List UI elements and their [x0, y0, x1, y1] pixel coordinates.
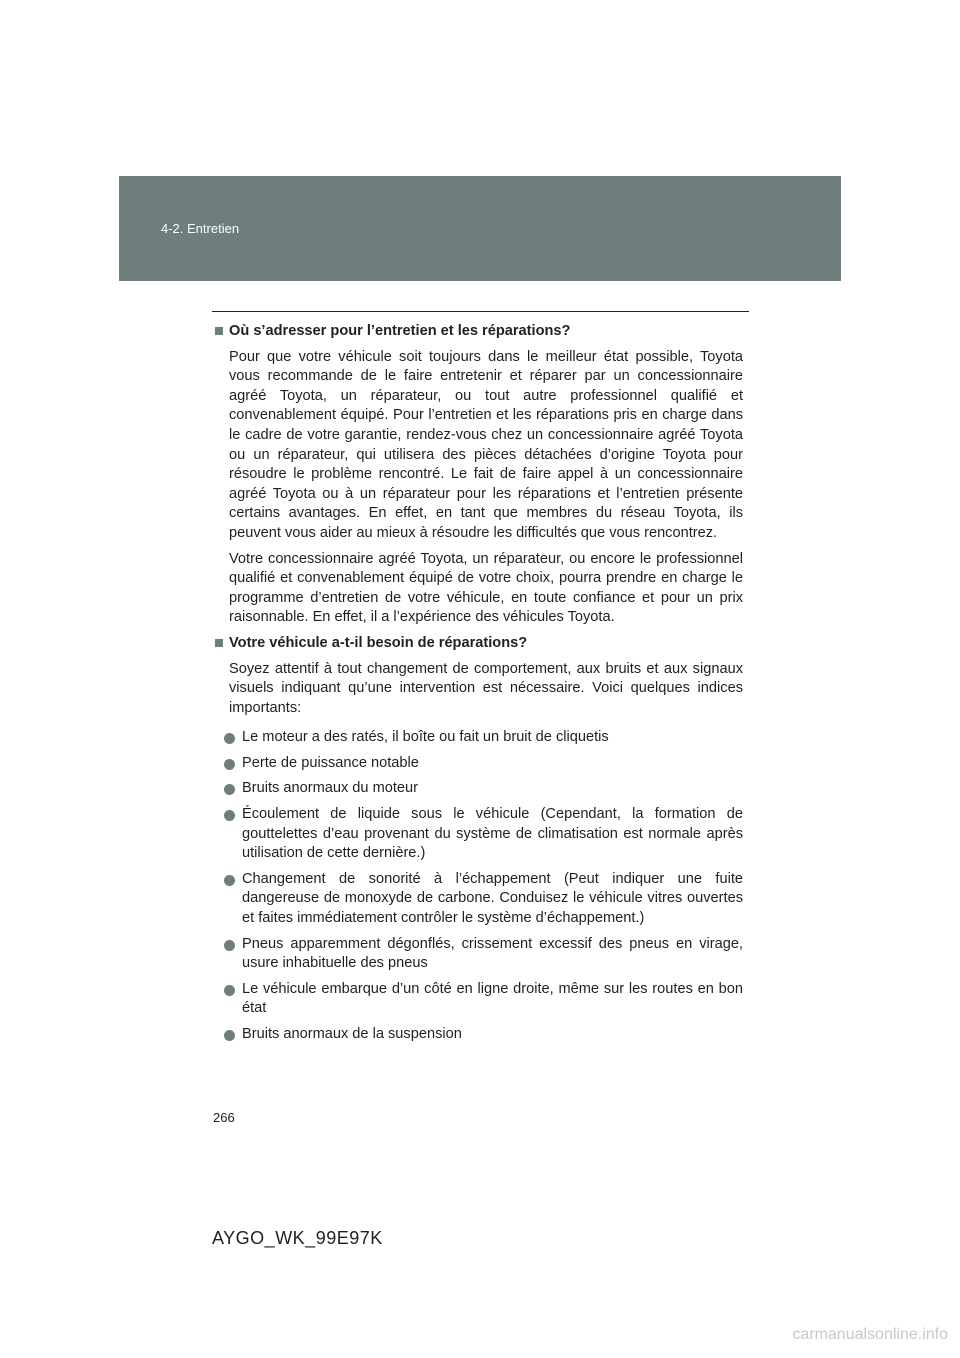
page-number: 266	[213, 1110, 235, 1125]
list-item: Perte de puissance notable	[212, 754, 743, 774]
list-item: Pneus apparemment dégonflés, crissement excessif des pneus en virage, usure inhabituelle des pneus	[212, 935, 743, 974]
circle-bullet-icon	[224, 784, 235, 795]
heading-text: Où s’adresser pour l’entretien et les réparations?	[229, 323, 571, 339]
list-item: Bruits anormaux de la suspension	[212, 1025, 743, 1045]
watermark: carmanualsonline.info	[792, 1326, 948, 1343]
circle-bullet-icon	[224, 985, 235, 996]
list-item: Écoulement de liquide sous le véhicule (Cependant, la formation de gouttelettes d’eau provenant du système de climatisation est normale après utilisation de cette dernière.)	[212, 805, 743, 864]
circle-bullet-icon	[224, 810, 235, 821]
heading-text: Votre véhicule a-t-il besoin de réparations?	[229, 634, 528, 651]
top-divider	[212, 311, 749, 312]
header-band	[119, 176, 841, 281]
circle-bullet-icon	[224, 733, 235, 744]
section-label: 4-2. Entretien	[161, 221, 240, 236]
list-item: Bruits anormaux du moteur	[212, 779, 743, 799]
circle-bullet-icon	[224, 875, 235, 886]
document-code: AYGO_WK_99E97K	[212, 1228, 383, 1248]
paragraph: Soyez attentif à tout changement de comportement, aux bruits et aux signaux visuels indiquant qu’une intervention est nécessaire. Voici quelques indices importants:	[229, 660, 743, 716]
circle-bullet-icon	[224, 940, 235, 951]
square-bullet-icon	[215, 639, 223, 647]
list-item: Le véhicule embarque d’un côté en ligne droite, même sur les routes en bon état	[212, 980, 743, 1019]
square-bullet-icon	[215, 327, 223, 335]
list-item: Le moteur a des ratés, il boîte ou fait un bruit de cliquetis	[212, 728, 743, 748]
circle-bullet-icon	[224, 1030, 235, 1041]
paragraph: Pour que votre véhicule soit toujours dans le meilleur état possible, Toyota vous recommande de le faire entretenir et réparer par un concessionnaire agréé Toyota, un réparateur, ou tout autre professionnel qualifié et convenablement équipé. Pour l’entretien et les réparations pris en charge dans le cadre de votre garantie, rendez-vous chez un concessionnaire agréé Toyota ou un réparateur, qui utilisera des pièces détachées d’origine Toyota pour résoudre le problème rencontré. Le fait de faire appel à un concessionnaire agréé Toyota ou à un réparateur pour les réparations et l’entretien présente certains avantages. En effet, en tant que membres du réseau Toyota, ils peuvent vous aider au mieux à résoudre les difficultés que vous rencontrez.	[229, 348, 743, 541]
circle-bullet-icon	[224, 759, 235, 770]
paragraph: Votre concessionnaire agréé Toyota, un réparateur, ou encore le professionnel qualifié et convenablement équipé de votre choix, pourra prendre en charge le programme d’entretien de votre véhicule, en toute confiance et pour un prix raisonnable. En effet, il a l’expérience des véhicules Toyota.	[229, 550, 743, 626]
section-heading	[212, 634, 743, 654]
section-heading	[212, 322, 743, 342]
list-item: Changement de sonorité à l’échappement (Peut indiquer une fuite dangereuse de monoxyde de carbone. Conduisez le véhicule vitres ouvertes et faites immédiatement contrôler le système d’échappement.)	[212, 870, 743, 929]
symptom-list	[212, 728, 743, 1044]
page-content	[212, 322, 743, 1051]
